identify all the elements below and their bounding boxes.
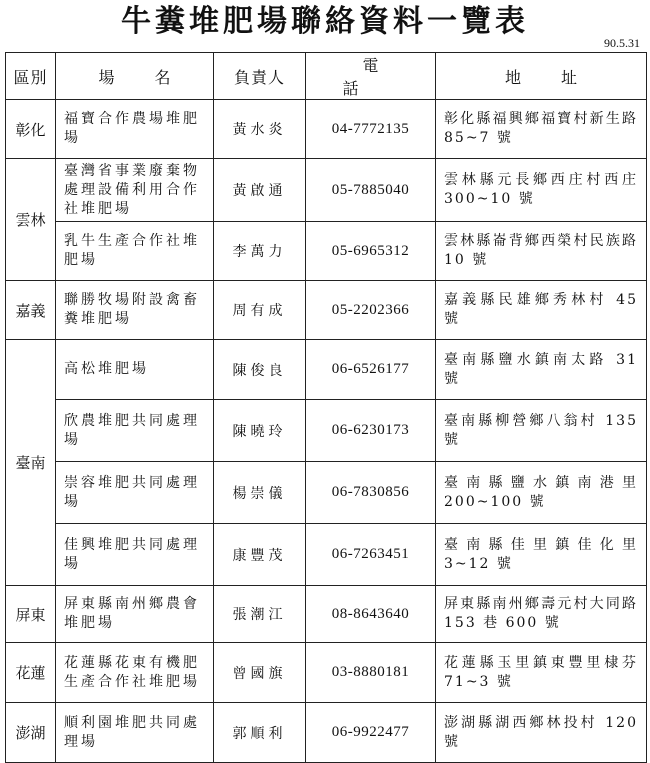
date-stamp: 90.5.31 bbox=[604, 36, 640, 50]
phone-cell: 06-9922477 bbox=[306, 703, 436, 763]
address-text: 雲林縣崙背鄉西榮村民族路 10 號 bbox=[444, 233, 638, 268]
address-cell bbox=[436, 462, 647, 524]
address-text: 臺南縣鹽水鎮南港里 200~100 號 bbox=[444, 474, 638, 510]
table-row bbox=[6, 400, 647, 462]
region-cell: 臺南 bbox=[6, 340, 56, 586]
phone-cell: 05-2202366 bbox=[306, 281, 436, 340]
farm-name-cell: 臺灣省事業廢棄物處理設備利用合作社堆肥場 bbox=[56, 159, 214, 222]
header-phone: 電話 bbox=[306, 53, 436, 100]
header-region: 區別 bbox=[6, 53, 56, 100]
address-text: 花蓮縣玉里鎮東豐里棣芬 71~3 號 bbox=[444, 654, 638, 690]
phone-cell: 05-7885040 bbox=[306, 159, 436, 222]
region-cell: 花蓮 bbox=[6, 643, 56, 703]
phone-cell: 04-7772135 bbox=[306, 100, 436, 159]
table-row bbox=[6, 462, 647, 524]
person-cell: 曾國旗 bbox=[214, 643, 306, 703]
address-text: 屏東縣南州鄉壽元村大同路 153 巷 600 號 bbox=[444, 596, 638, 631]
address-cell bbox=[436, 703, 647, 763]
phone-cell: 06-7830856 bbox=[306, 462, 436, 524]
address-text: 臺南縣鹽水鎮南太路 31 號 bbox=[444, 351, 638, 387]
person-cell: 李萬力 bbox=[214, 222, 306, 281]
address-text: 嘉義縣民雄鄉秀林村 45 號 bbox=[444, 292, 638, 327]
region-cell: 雲林 bbox=[6, 159, 56, 281]
farm-name-cell: 欣農堆肥共同處理場 bbox=[56, 400, 214, 462]
person-cell: 黃水炎 bbox=[214, 100, 306, 159]
address-cell bbox=[436, 586, 647, 643]
farm-name-cell: 乳牛生產合作社堆肥場 bbox=[56, 222, 214, 281]
address-text: 彰化縣福興鄉福寶村新生路 85~7 號 bbox=[444, 111, 638, 146]
phone-cell: 05-6965312 bbox=[306, 222, 436, 281]
address-cell bbox=[436, 400, 647, 462]
person-cell: 陳曉玲 bbox=[214, 400, 306, 462]
address-cell bbox=[436, 643, 647, 703]
farm-name-cell: 聯勝牧場附設禽畜糞堆肥場 bbox=[56, 281, 214, 340]
farm-name-cell: 崇容堆肥共同處理場 bbox=[56, 462, 214, 524]
person-cell: 張潮江 bbox=[214, 586, 306, 643]
phone-cell: 06-6230173 bbox=[306, 400, 436, 462]
table-row bbox=[6, 100, 647, 159]
page-title: 牛糞堆肥場聯絡資料一覽表 bbox=[121, 4, 529, 39]
region-cell: 彰化 bbox=[6, 100, 56, 159]
person-cell: 周有成 bbox=[214, 281, 306, 340]
table-row bbox=[6, 586, 647, 643]
phone-cell: 06-6526177 bbox=[306, 340, 436, 400]
address-cell bbox=[436, 281, 647, 340]
farm-name-cell: 佳興堆肥共同處理場 bbox=[56, 524, 214, 586]
table-row bbox=[6, 222, 647, 281]
person-cell: 陳俊良 bbox=[214, 340, 306, 400]
header-row bbox=[6, 53, 647, 100]
header-address: 地址 bbox=[436, 53, 647, 100]
person-cell: 康豐茂 bbox=[214, 524, 306, 586]
table-row bbox=[6, 159, 647, 222]
header-person: 負責人 bbox=[214, 53, 306, 100]
farm-name-cell: 高松堆肥場 bbox=[56, 340, 214, 400]
phone-cell: 03-8880181 bbox=[306, 643, 436, 703]
farm-name-cell: 順利園堆肥共同處理場 bbox=[56, 703, 214, 763]
contact-table bbox=[5, 52, 647, 763]
farm-name-cell: 花蓮縣花東有機肥生產合作社堆肥場 bbox=[56, 643, 214, 703]
header-name: 場名 bbox=[56, 53, 214, 100]
address-text: 臺南縣柳營鄉八翁村 135 號 bbox=[444, 412, 638, 448]
address-cell bbox=[436, 100, 647, 159]
address-cell bbox=[436, 524, 647, 586]
table-row bbox=[6, 524, 647, 586]
person-cell: 楊崇儀 bbox=[214, 462, 306, 524]
address-text: 雲林縣元長鄉西庄村西庄 300~10 號 bbox=[444, 172, 638, 207]
address-text: 澎湖縣湖西鄉林投村 120 號 bbox=[444, 714, 638, 750]
person-cell: 黃啟通 bbox=[214, 159, 306, 222]
person-cell: 郭順利 bbox=[214, 703, 306, 763]
phone-cell: 08-8643640 bbox=[306, 586, 436, 643]
address-cell bbox=[436, 159, 647, 222]
table-row bbox=[6, 281, 647, 340]
phone-cell: 06-7263451 bbox=[306, 524, 436, 586]
farm-name-cell: 屏東縣南州鄉農會堆肥場 bbox=[56, 586, 214, 643]
region-cell: 嘉義 bbox=[6, 281, 56, 340]
table-row bbox=[6, 340, 647, 400]
table-row bbox=[6, 703, 647, 763]
address-text: 臺南縣佳里鎮佳化里 3~12 號 bbox=[444, 536, 638, 572]
address-cell bbox=[436, 222, 647, 281]
region-cell: 屏東 bbox=[6, 586, 56, 643]
farm-name-cell: 福寶合作農場堆肥場 bbox=[56, 100, 214, 159]
address-cell bbox=[436, 340, 647, 400]
table-row bbox=[6, 643, 647, 703]
region-cell: 澎湖 bbox=[6, 703, 56, 763]
